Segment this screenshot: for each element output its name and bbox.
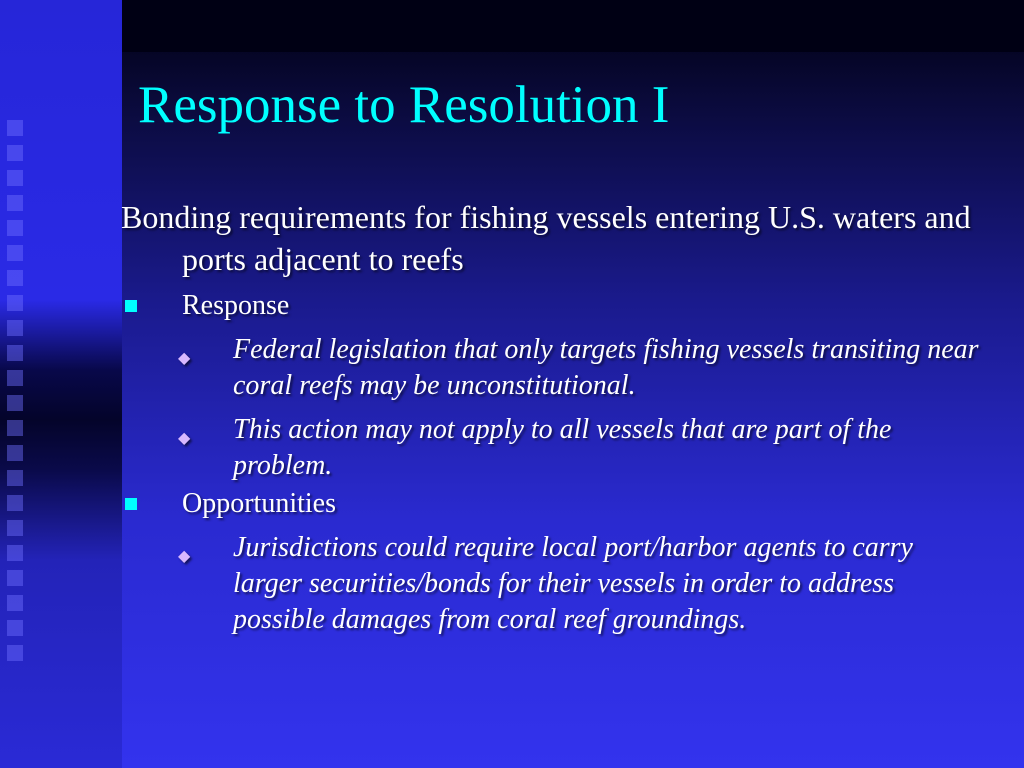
- side-decoration-strip: [0, 0, 122, 768]
- list-item: [121, 412, 1001, 484]
- slide-body: [121, 196, 1001, 638]
- section-heading-response: [121, 288, 1001, 324]
- section-heading-label: Opportunities: [182, 488, 336, 519]
- slide-title: Response to Resolution I: [138, 76, 670, 134]
- square-bullet-icon: [125, 300, 137, 312]
- intro-text: Bonding requirements for fishing vessels entering U.S. waters and ports adjacent to reefs: [121, 199, 971, 277]
- list-item: [121, 530, 1001, 638]
- list-item-text: This action may not apply to all vessels that are part of the problem.: [233, 414, 892, 481]
- top-band: [122, 0, 1024, 52]
- section-heading-label: Response: [182, 290, 290, 321]
- diamond-bullet-icon: ◆: [178, 548, 191, 565]
- diamond-bullet-icon: ◆: [178, 430, 191, 447]
- list-item: [121, 332, 1001, 404]
- side-squares-pattern: [7, 120, 29, 680]
- section-heading-opportunities: [121, 486, 1001, 522]
- square-bullet-icon: [125, 498, 137, 510]
- list-item-text: Federal legislation that only targets fishing vessels transiting near coral reefs may be unconstitutional.: [233, 334, 979, 401]
- list-item-text: Jurisdictions could require local port/harbor agents to carry larger securities/bonds for their vessels in order to address possible damages from coral reef groundings.: [233, 532, 913, 635]
- diamond-bullet-icon: ◆: [178, 350, 191, 367]
